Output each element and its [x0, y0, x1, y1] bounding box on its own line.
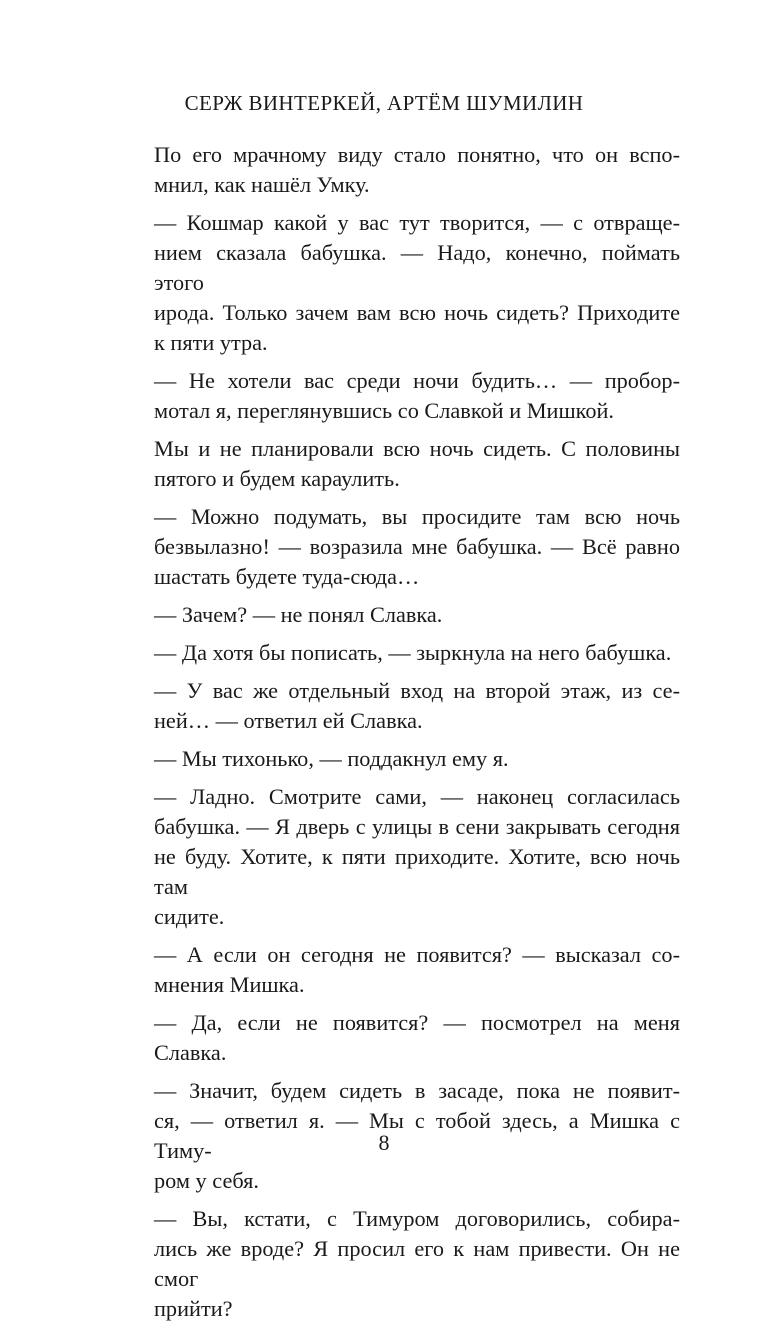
paragraph	[154, 140, 680, 200]
text-line: нием сказала бабушка. — Надо, конечно, поймать этого	[154, 240, 680, 295]
text-line: мнения Мишка.	[154, 972, 305, 997]
text-line: ней… — ответил ей Славка.	[154, 708, 423, 733]
text-line: Славка.	[154, 1040, 227, 1065]
text-line: мнил, как нашёл Умку.	[154, 172, 370, 197]
paragraph	[154, 676, 680, 736]
text-line: — У вас же отдельный вход на второй этаж, из се-	[154, 678, 680, 703]
text-line: не буду. Хотите, к пяти приходите. Хотите, всю ночь там	[154, 844, 680, 899]
paragraph	[154, 638, 680, 668]
paragraph	[154, 434, 680, 494]
text-line: к пяти утра.	[154, 330, 268, 355]
text-line: — Зачем? — не понял Славка.	[154, 602, 443, 627]
text-line: — Вы, кстати, с Тимуром договорились, собира-	[154, 1206, 680, 1231]
text-line: лись же вроде? Я просил его к нам привести. Он не смог	[154, 1236, 680, 1291]
text-line: — Можно подумать, вы просидите там всю ночь	[154, 504, 680, 529]
paragraph	[154, 782, 680, 932]
text-line: По его мрачному виду стало понятно, что он вспо-	[154, 142, 680, 167]
paragraph	[154, 1204, 680, 1324]
paragraph	[154, 208, 680, 358]
text-line: бабушка. — Я дверь с улицы в сени закрывать сегодня	[154, 814, 680, 839]
paragraph	[154, 744, 680, 774]
text-line: — Да хотя бы пописать, — зыркнула на него бабушка.	[154, 640, 672, 665]
text-line: — Кошмар какой у вас тут творится, — с отвраще-	[154, 210, 680, 235]
text-line: ся, — ответил я. — Мы с тобой здесь, а Мишка с Тиму-	[154, 1108, 680, 1163]
page-number: 8	[378, 1130, 390, 1155]
text-line: шастать будете туда-сюда…	[154, 564, 420, 589]
text-line: ром у себя.	[154, 1168, 259, 1193]
text-line: — Ладно. Смотрите сами, — наконец согласилась	[154, 784, 680, 809]
text-line: — Да, если не появится? — посмотрел на меня	[154, 1010, 680, 1035]
paragraph	[154, 502, 680, 592]
paragraph	[154, 1008, 680, 1068]
text-line: — Мы тихонько, — поддакнул ему я.	[154, 746, 509, 771]
text-line: прийти?	[154, 1296, 233, 1321]
text-line: безвылазно! — возразила мне бабушка. — Всё равно	[154, 534, 680, 559]
text-line: сидите.	[154, 904, 225, 929]
text-line: Мы и не планировали всю ночь сидеть. С половины	[154, 436, 680, 461]
text-line: ирода. Только зачем вам всю ночь сидеть? Приходите	[154, 300, 680, 325]
text-line: пятого и будем караулить.	[154, 466, 400, 491]
text-line: — Не хотели вас среди ночи будить… — пробор-	[154, 368, 680, 393]
paragraph	[154, 366, 680, 426]
running-title: СЕРЖ ВИНТЕРКЕЙ, АРТЁМ ШУМИЛИН	[184, 91, 584, 115]
text-line: мотал я, переглянувшись со Славкой и Мишкой.	[154, 398, 614, 423]
text-line: — Значит, будем сидеть в засаде, пока не появит-	[154, 1078, 680, 1103]
text-line: — А если он сегодня не появится? — высказал со-	[154, 942, 680, 967]
paragraph	[154, 600, 680, 630]
paragraph	[154, 940, 680, 1000]
